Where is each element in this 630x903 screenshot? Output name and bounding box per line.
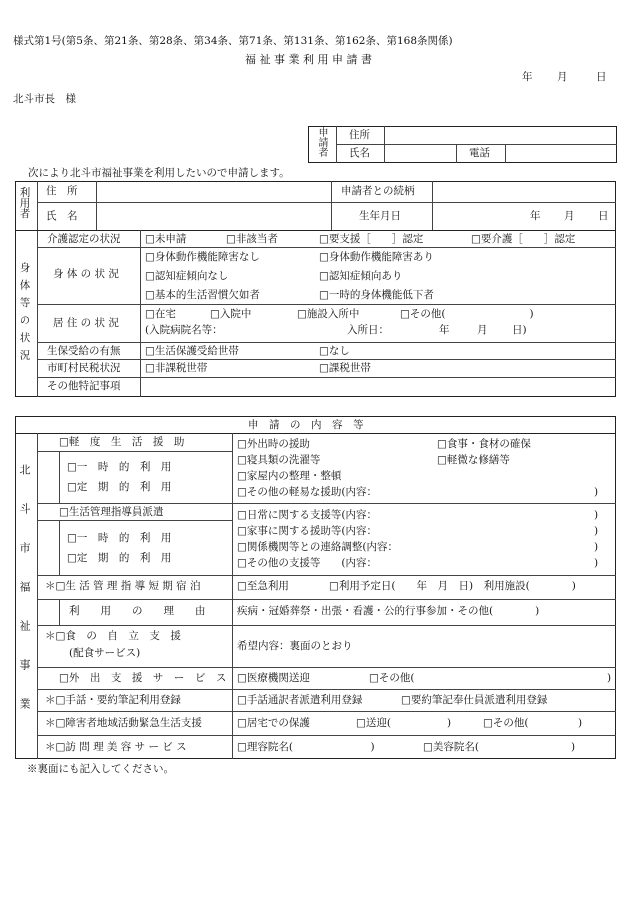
- guidance-housework[interactable]: □家事に関する援助等(内容：: [237, 525, 378, 537]
- applicant-address-label: 住所: [349, 129, 370, 141]
- welfare-opt-no[interactable]: □なし: [319, 345, 350, 357]
- guidance-housework-close: ): [594, 525, 599, 537]
- applicant-side-label: 申請者: [316, 127, 327, 157]
- tax-label: 市町村民税状況: [47, 362, 121, 374]
- help-item-laundry[interactable]: □寝具類の洗濯等: [237, 454, 321, 466]
- light-help-option[interactable]: □軽 度 生 活 援 助: [59, 436, 185, 448]
- residence-facility[interactable]: □施設入所中: [297, 308, 360, 320]
- applicant-phone-field[interactable]: [507, 146, 616, 161]
- content-title: 申 請 の 内 容 等: [248, 419, 364, 431]
- birth-year: 年: [530, 210, 541, 222]
- applicant-name-field[interactable]: [386, 146, 455, 161]
- emergency-home[interactable]: □居宅での保護: [237, 717, 310, 729]
- light-help-regular[interactable]: □定 期 的 利 用: [67, 481, 172, 493]
- user-name-label: 氏 名: [46, 210, 78, 222]
- addressee: 北斗市長 様: [13, 93, 76, 105]
- relation-label: 申請者との続柄: [341, 185, 415, 197]
- date-month-label: 月: [557, 71, 568, 83]
- guidance-other[interactable]: □その他の支援等 (内容：: [237, 557, 378, 569]
- hospital-name-label: (入院病院名等：: [145, 324, 223, 336]
- admission-date-label: 入所日：: [347, 324, 389, 336]
- residence-other[interactable]: □その他( ): [400, 308, 534, 320]
- applicant-name-label: 氏名: [349, 147, 370, 159]
- content-side-label: 北斗市福祉事業: [18, 464, 31, 737]
- emergency-other[interactable]: □その他(: [483, 717, 529, 729]
- beauty-option[interactable]: ＊□訪 問 理 美 容 サ ー ビ ス: [45, 741, 187, 753]
- short-stay-option[interactable]: ＊□生 活 管 理 指 導 短 期 宿 泊: [45, 580, 201, 592]
- admission-month: 月: [477, 324, 488, 336]
- user-address-field[interactable]: [98, 183, 329, 200]
- guidance-daily[interactable]: □日常に関する支援等(内容：: [237, 509, 378, 521]
- salon-name-field[interactable]: ): [487, 741, 576, 753]
- body-opt-5[interactable]: □基本的生活習慣欠如者: [145, 289, 260, 301]
- guidance-regular[interactable]: □定 期 的 利 用: [67, 552, 172, 564]
- reason-text[interactable]: 疾病・冠婚葬祭・出張・看護・公的行事参加・その他( ): [237, 605, 540, 617]
- guidance-daily-close: ): [594, 509, 599, 521]
- body-opt-6[interactable]: □一時的身体機能低下者: [319, 289, 434, 301]
- reason-label: 利 用 の 理 由: [69, 605, 206, 617]
- other-notes-label: その他特記事項: [47, 380, 121, 392]
- user-side-label: 利用者: [18, 187, 31, 219]
- guidance-other-close: ): [594, 557, 599, 569]
- residence-hospital[interactable]: □入院中: [210, 308, 252, 320]
- guidance-liaison-close: ): [594, 541, 599, 553]
- care-opt-support[interactable]: □要支援［ ］認定: [319, 233, 424, 245]
- welfare-label: 生保受給の有無: [47, 345, 121, 357]
- meal-option[interactable]: ＊□食 の 自 立 支 援: [45, 630, 181, 642]
- welfare-opt-yes[interactable]: □生活保護受給世帯: [145, 345, 239, 357]
- tax-opt-taxed[interactable]: □課税世帯: [319, 362, 371, 374]
- admission-year: 年: [439, 324, 450, 336]
- meal-subtitle: (配食サービス): [69, 647, 141, 659]
- other-notes-field[interactable]: [142, 379, 614, 395]
- residence-home[interactable]: □在宅: [145, 308, 176, 320]
- form-number: 様式第1号(第5条、第21条、第28条、第34条、第71条、第131条、第162条、第168条関係): [13, 35, 453, 47]
- care-opt-care[interactable]: □要介護［ ］認定: [471, 233, 576, 245]
- help-item-outing[interactable]: □外出時の援助: [237, 438, 310, 450]
- emergency-other-field[interactable]: ): [536, 717, 583, 729]
- user-address-label: 住 所: [46, 185, 78, 197]
- barber-name-field[interactable]: ): [297, 741, 375, 753]
- date-day-label: 日: [596, 71, 607, 83]
- status-side-label: 身体等の状況: [18, 262, 31, 367]
- salon-name[interactable]: □美容院名(: [423, 741, 480, 753]
- sign-language-option[interactable]: ＊□手話・要約筆記利用登録: [45, 694, 181, 706]
- user-name-field[interactable]: [98, 204, 329, 228]
- help-item-other[interactable]: □その他の軽易な援助(内容：: [237, 486, 378, 498]
- date-year-label: 年: [522, 71, 533, 83]
- meal-content: 希望内容：裏面のとおり: [237, 640, 353, 652]
- help-item-other-close: ): [594, 486, 599, 498]
- barber-name[interactable]: □理容院名(: [237, 741, 294, 753]
- footer-note: ※裏面にも記入してください。: [27, 763, 174, 775]
- tax-opt-exempt[interactable]: □非課税世帯: [145, 362, 208, 374]
- residence-label: 居 住 の 状 況: [53, 317, 119, 329]
- form-title: 福 祉 事 業 利 用 申 請 書: [245, 53, 372, 66]
- relation-field[interactable]: [434, 183, 614, 200]
- body-opt-2[interactable]: □身体動作機能障害あり: [319, 251, 434, 263]
- guidance-temp[interactable]: □一 時 的 利 用: [67, 532, 172, 544]
- help-item-tidying[interactable]: □家屋内の整理・整頓: [237, 470, 342, 482]
- outing-medical[interactable]: □医療機関送迎: [237, 672, 310, 684]
- body-opt-4[interactable]: □認知症傾向あり: [319, 270, 403, 282]
- applicant-phone-label: 電話: [469, 147, 490, 159]
- care-cert-label: 介護認定の状況: [47, 233, 121, 245]
- body-opt-1[interactable]: □身体動作機能障害なし: [145, 251, 260, 263]
- birth-day: 日: [598, 210, 609, 222]
- care-opt-nonapplicable[interactable]: □非該当者: [226, 233, 278, 245]
- help-item-meals[interactable]: □食事・食材の確保: [437, 438, 531, 450]
- summary-writer[interactable]: □要約筆記奉仕員派遣利用登録: [401, 694, 548, 706]
- guidance-liaison[interactable]: □関係機関等との連絡調整(内容：: [237, 541, 399, 553]
- body-opt-3[interactable]: □認知症傾向なし: [145, 270, 229, 282]
- light-help-temp[interactable]: □一 時 的 利 用: [67, 461, 172, 473]
- emergency-transport[interactable]: □送迎(: [356, 717, 392, 729]
- short-stay-urgent[interactable]: □至急利用: [237, 580, 289, 592]
- outing-other-field[interactable]: ): [418, 672, 612, 684]
- help-item-repairs[interactable]: □軽微な修繕等: [437, 454, 510, 466]
- short-stay-planned[interactable]: □利用予定日( 年 月 日) 利用施設( ): [329, 580, 576, 592]
- care-opt-none[interactable]: □未申請: [145, 233, 187, 245]
- emergency-option[interactable]: ＊□障害者地域活動緊急生活支援: [45, 717, 202, 729]
- birth-month: 月: [564, 210, 575, 222]
- guidance-option[interactable]: □生活管理指導員派遣: [59, 506, 164, 518]
- admission-day: 日): [512, 324, 527, 336]
- sign-interpreter[interactable]: □手話通訳者派遣利用登録: [237, 694, 363, 706]
- outing-other[interactable]: □その他(: [369, 672, 415, 684]
- outing-option[interactable]: □外 出 支 援 サ ー ビ ス: [59, 672, 227, 684]
- body-status-label: 身 体 の 状 況: [53, 268, 119, 280]
- applicant-address-field[interactable]: [386, 128, 616, 143]
- intro-text: 次により北斗市福祉事業を利用したいので申請します。: [28, 167, 290, 179]
- birthdate-label: 生年月日: [359, 210, 401, 222]
- emergency-transport-field[interactable]: ): [405, 717, 452, 729]
